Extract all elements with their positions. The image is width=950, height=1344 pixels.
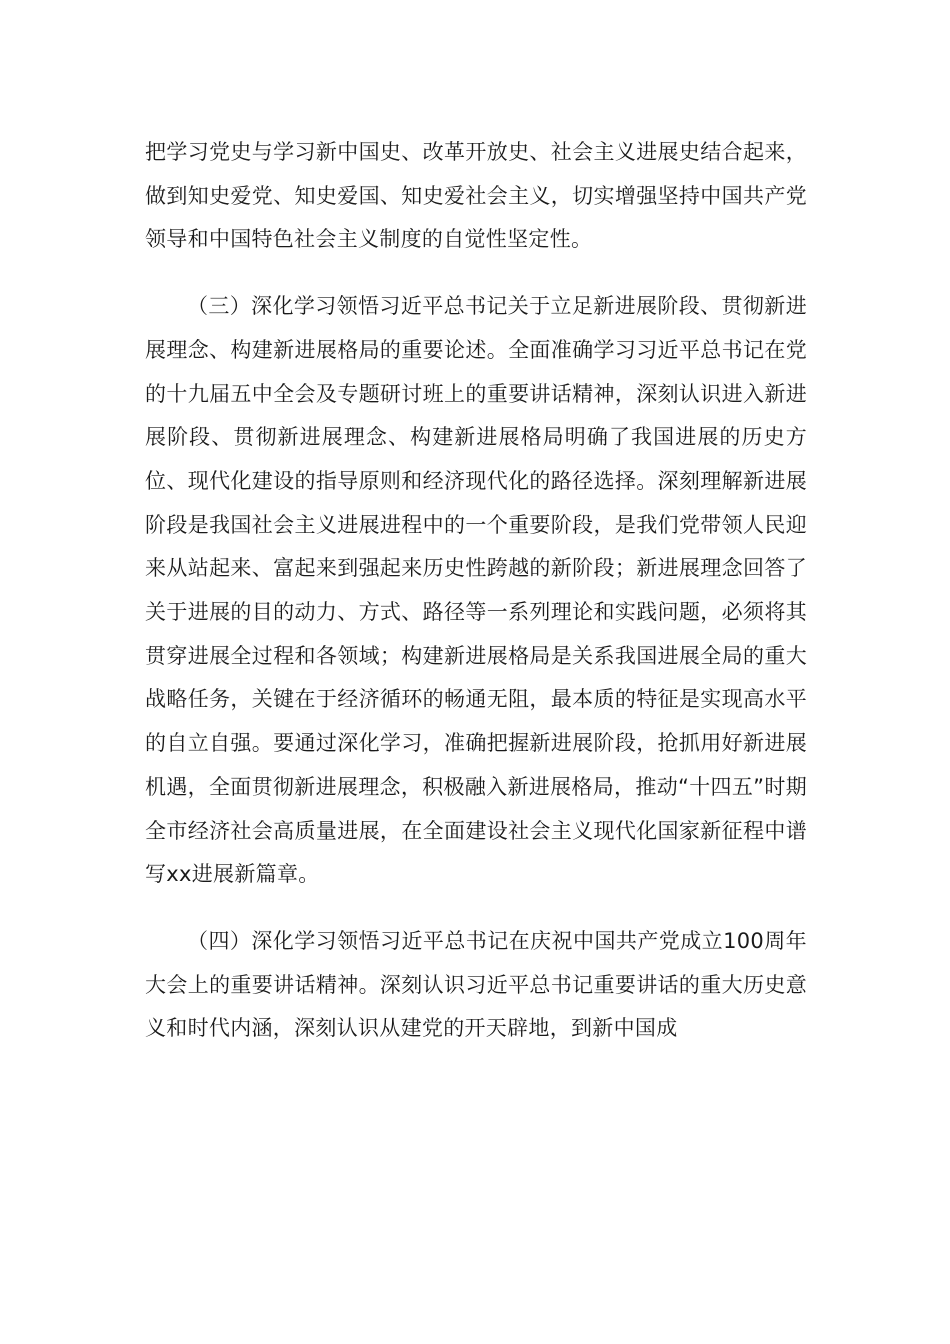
paragraph-party-history: 把学习党史与学习新中国史、改革开放史、社会主义进展史结合起来，做到知史爱党、知史爱国、知史爱社会主义，切实增强坚持中国共产党领导和中国特色社会主义制度的自觉性坚定性。: [145, 140, 807, 252]
document-page: [145, 131, 807, 1051]
paragraph-section-three: （三）深化学习领悟习近平总书记关于立足新进展阶段、贯彻新进展理念、构建新进展格局的重要论述。全面准确学习习近平总书记在党的十九届五中全会及专题研讨班上的重要讲话精神，深刻认识进入新进展阶段、贯彻新进展理念、构建新进展格局明确了我国进展的历史方位、现代化建设的指导原则和经济现代化的路径选择。深刻理解新进展阶段是我国社会主义进展进程中的一个重要阶段，是我们党带领人民迎来从站起来、富起来到强起来历史性跨越的新阶段；新进展理念回答了关于进展的目的动力、方式、路径等一系列理论和实践问题，必须将其贯穿进展全过程和各领域；构建新进展格局是关系我国进展全局的重大战略任务，关键在于经济循环的畅通无阻，最本质的特征是实现高水平的自立自强。要通过深化学习，准确把握新进展阶段，抢抓用好新进展机遇，全面贯彻新进展理念，积极融入新进展格局，推动“十四五”时期全市经济社会高质量进展，在全面建设社会主义现代化国家新征程中谱写xx进展新篇章。: [145, 294, 807, 887]
paragraph-gap: [145, 262, 807, 285]
paragraph-gap: [145, 897, 807, 920]
paragraph-section-four: （四）深化学习领悟习近平总书记在庆祝中国共产党成立100周年大会上的重要讲话精神。深刻认识习近平总书记重要讲话的重大历史意义和时代内涵，深刻认识从建党的开天辟地，到新中国成: [145, 928, 807, 1041]
